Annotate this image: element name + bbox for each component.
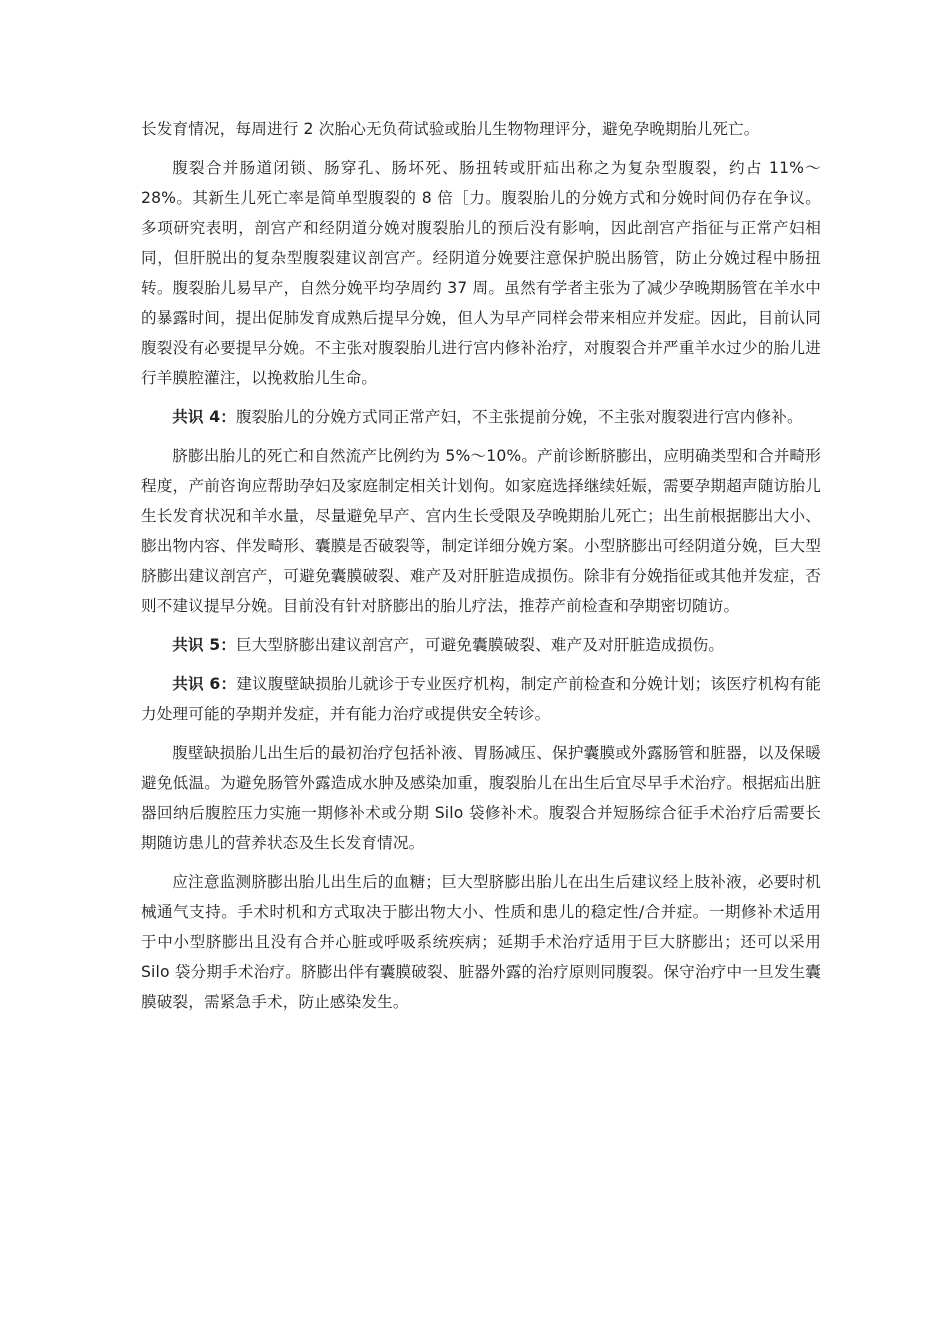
- paragraph-postnatal-treatment: [141, 738, 821, 858]
- consensus-text: 巨大型脐膨出建议剖宫产，可避免囊膜破裂、难产及对肝脏造成损伤。: [236, 636, 725, 654]
- consensus-text: 建议腹壁缺损胎儿就诊于专业医疗机构，制定产前检查和分娩计划；该医疗机构有能力处理可能的孕期并发症，并有能力治疗或提供安全转诊。: [141, 675, 821, 723]
- paragraph-fetal-monitoring: [141, 114, 821, 144]
- consensus-label: 共识 5：: [172, 636, 236, 654]
- consensus-label: 共识 4：: [172, 408, 236, 426]
- paragraph-text: 长发育情况，每周进行 2 次胎心无负荷试验或胎儿生物物理评分，避免孕晚期胎儿死亡。: [141, 120, 760, 138]
- document-body: [141, 114, 821, 1026]
- paragraph-text: 腹裂合并肠道闭锁、肠穿孔、肠坏死、肠扭转或肝疝出称之为复杂型腹裂，约占 11%～28%。其新生儿死亡率是简单型腹裂的 8 倍［力。腹裂胎儿的分娩方式和分娩时间仍存在争议。多项研究表明，剖宫产和经阴道分娩对腹裂胎儿的预后没有影响，因此剖宫产指征与正常产妇相同，但肝脱出的复杂型腹裂建议剖宫产。经阴道分娩要注意保护脱出肠管，防止分娩过程中肠扭转。腹裂胎儿易早产，自然分娩平均孕周约 37 周。虽然有学者主张为了减少孕晚期肠管在羊水中的暴露时间，提出促肺发育成熟后提早分娩，但人为早产同样会带来相应并发症。因此，目前认同腹裂没有必要提早分娩。不主张对腹裂胎儿进行宫内修补治疗，对腹裂合并严重羊水过少的胎儿进行羊膜腔灌注，以挽救胎儿生命。: [141, 159, 821, 387]
- consensus-5: [141, 630, 821, 660]
- paragraph-omphalocele-surgery: [141, 867, 821, 1017]
- consensus-6: [141, 669, 821, 729]
- consensus-4: [141, 402, 821, 432]
- paragraph-text: 脐膨出胎儿的死亡和自然流产比例约为 5%～10%。产前诊断脐膨出，应明确类型和合并畸形程度，产前咨询应帮助孕妇及家庭制定相关计划佝。如家庭选择继续妊娠，需要孕期超声随访胎儿生长发育状况和羊水量，尽量避免早产、宫内生长受限及孕晚期胎儿死亡；出生前根据膨出大小、膨出物内容、伴发畸形、囊膜是否破裂等，制定详细分娩方案。小型脐膨出可经阴道分娩，巨大型脐膨出建议剖宫产，可避免囊膜破裂、难产及对肝脏造成损伤。除非有分娩指征或其他并发症，否则不建议提早分娩。目前没有针对脐膨出的胎儿疗法，推荐产前检查和孕期密切随访。: [141, 447, 821, 615]
- paragraph-text: 腹壁缺损胎儿出生后的最初治疗包括补液、胃肠减压、保护囊膜或外露肠管和脏器，以及保暖避免低温。为避免肠管外露造成水肿及感染加重，腹裂胎儿在出生后宜尽早手术治疗。根据疝出脏器回纳后腹腔压力实施一期修补术或分期 Silo 袋修补术。腹裂合并短肠综合征手术治疗后需要长期随访患儿的营养状态及生长发育情况。: [141, 744, 821, 852]
- paragraph-omphalocele: [141, 441, 821, 621]
- consensus-label: 共识 6：: [172, 675, 237, 693]
- paragraph-text: 应注意监测脐膨出胎儿出生后的血糖；巨大型脐膨出胎儿在出生后建议经上肢补液，必要时机械通气支持。手术时机和方式取决于膨出物大小、性质和患儿的稳定性/合并症。一期修补术适用于中小型脐膨出且没有合并心脏或呼吸系统疾病；延期手术治疗适用于巨大脐膨出；还可以采用 Silo 袋分期手术治疗。脐膨出伴有囊膜破裂、脏器外露的治疗原则同腹裂。保守治疗中一旦发生囊膜破裂，需紧急手术，防止感染发生。: [141, 873, 821, 1011]
- paragraph-complex-gastroschisis: [141, 153, 821, 393]
- consensus-text: 腹裂胎儿的分娩方式同正常产妇，不主张提前分娩，不主张对腹裂进行宫内修补。: [236, 408, 803, 426]
